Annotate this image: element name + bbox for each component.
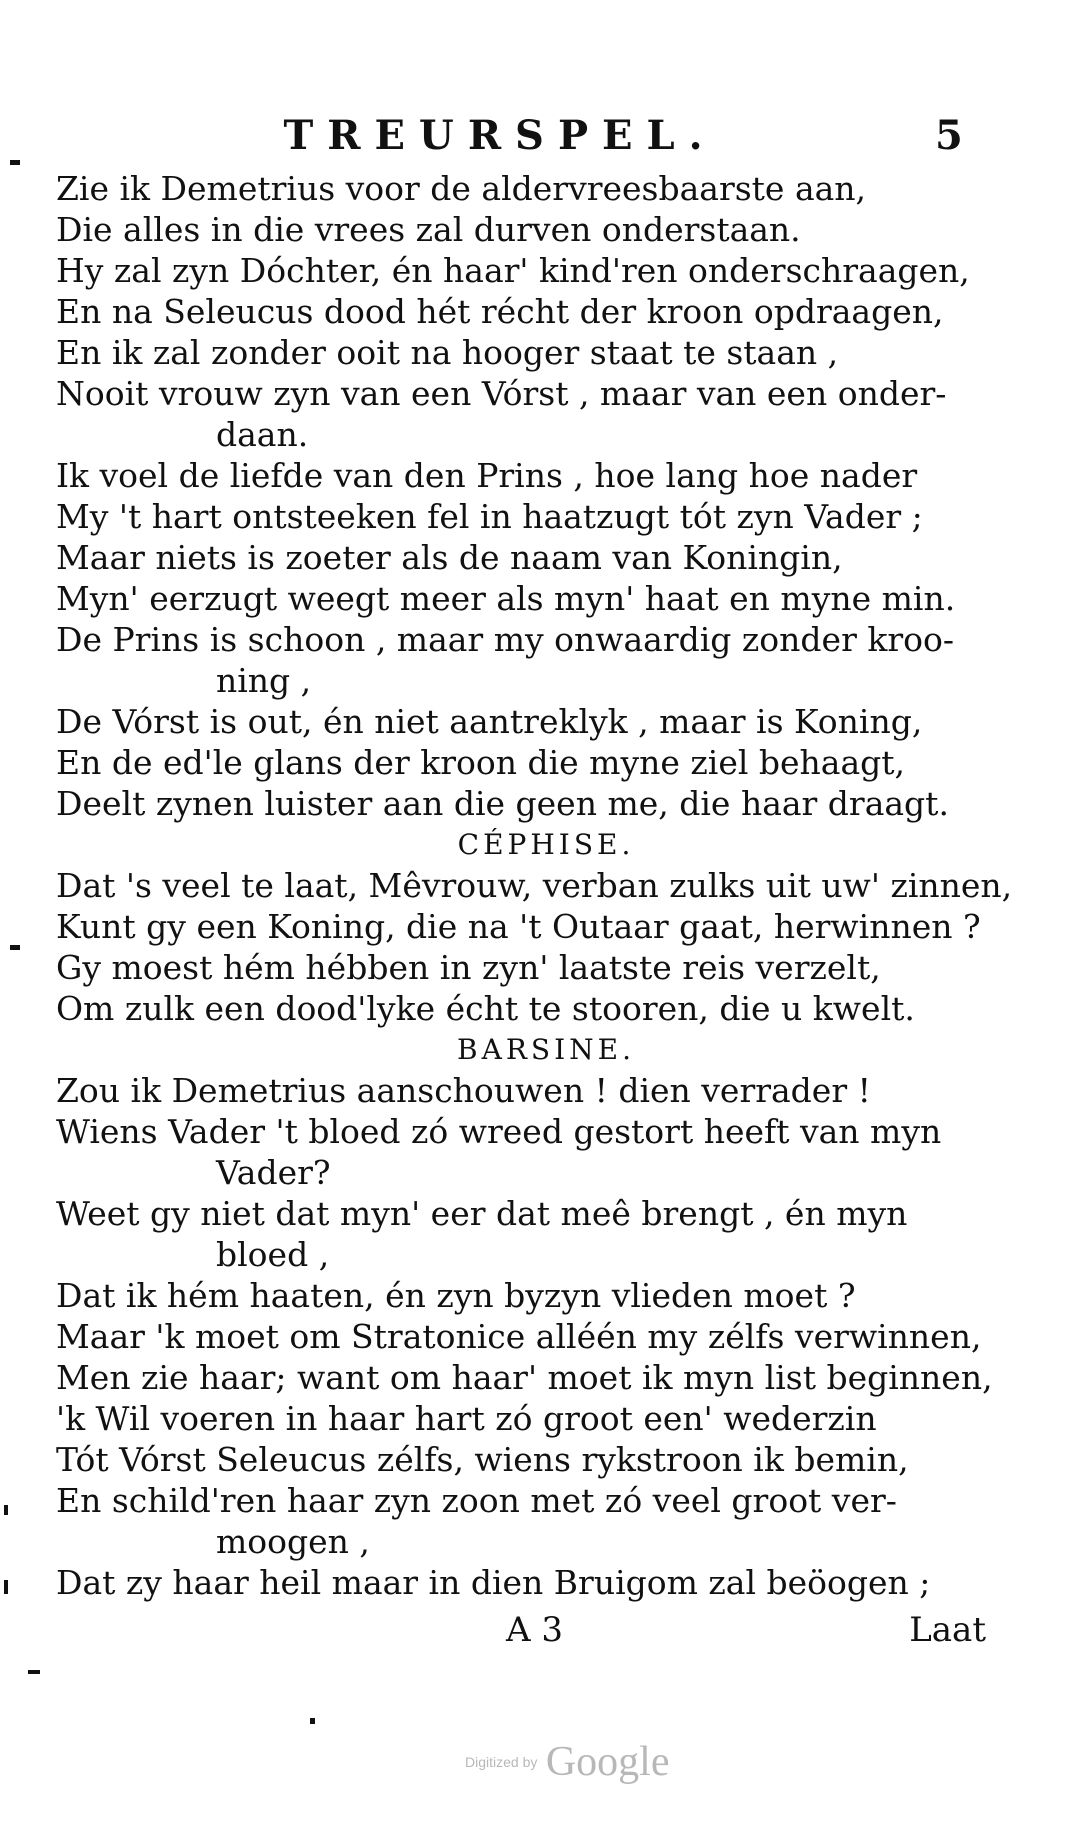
verse-line: bloed ,	[216, 1235, 330, 1274]
google-logo: Google	[545, 1739, 670, 1785]
verse-line: Deelt zynen luister aan die geen me, die haar draagt.	[56, 784, 949, 823]
catchword: Laat	[909, 1610, 986, 1650]
verse-line: Dat 's veel te laat, Mêvrouw, verban zulks uit uw' zinnen,	[56, 866, 1013, 905]
verse-line: En na Seleucus dood hét récht der kroon opdraagen,	[56, 292, 944, 331]
verse-line: Gy moest hém hébben in zyn' laatste reis verzelt,	[56, 948, 881, 987]
verse-line: Maar 'k moet om Stratonice alléén my zélfs verwinnen,	[56, 1317, 982, 1356]
verse-line: Ik voel de liefde van den Prins , hoe lang hoe nader	[56, 456, 918, 495]
scan-speck	[310, 1718, 315, 1724]
verse-line: Tót Vórst Seleucus zélfs, wiens rykstroon ik bemin,	[56, 1440, 909, 1479]
verse-line: Nooit vrouw zyn van een Vórst , maar van een onder-	[56, 374, 947, 413]
scan-speck	[10, 945, 20, 950]
page-footer	[56, 1610, 986, 1654]
verse-line: Men zie haar; want om haar' moet ik myn list beginnen,	[56, 1358, 993, 1397]
digitized-watermark	[465, 1738, 669, 1786]
verse-line: Myn' eerzugt weegt meer als myn' haat en myne min.	[56, 579, 956, 618]
verse-line: Zie ik Demetrius voor de aldervreesbaarste aan,	[56, 169, 867, 208]
watermark-prefix: Digitized by	[465, 1754, 538, 1770]
verse-line: Zou ik Demetrius aanschouwen ! dien verrader !	[56, 1071, 871, 1110]
verse-text	[56, 168, 1013, 1603]
verse-line: moogen ,	[216, 1522, 370, 1561]
signature-mark: A 3	[506, 1610, 563, 1650]
verse-line: daan.	[216, 415, 309, 454]
speaker-name: CÉPHISE.	[457, 828, 635, 861]
verse-line: Hy zal zyn Dóchter, én haar' kind'ren onderschraagen,	[56, 251, 970, 290]
verse-line: Wiens Vader 't bloed zó wreed gestort heeft van myn	[56, 1112, 942, 1151]
verse-line: Vader?	[216, 1153, 331, 1192]
verse-line: En schild'ren haar zyn zoon met zó veel groot ver-	[56, 1481, 897, 1520]
verse-line: ning ,	[216, 661, 312, 700]
speaker-name: BARSINE.	[457, 1033, 635, 1066]
verse-line: Kunt gy een Koning, die na 't Outaar gaat, herwinnen ?	[56, 907, 981, 946]
verse-line: Die alles in die vrees zal durven onderstaan.	[56, 210, 801, 249]
verse-line: En ik zal zonder ooit na hooger staat te staan ,	[56, 333, 839, 372]
running-title: TREURSPEL.	[283, 112, 717, 159]
verse-line: My 't hart ontsteeken fel in haatzugt tót zyn Vader ;	[56, 497, 923, 536]
verse-line: En de ed'le glans der kroon die myne ziel behaagt,	[56, 743, 906, 782]
verse-line: De Prins is schoon , maar my onwaardig zonder kroo-	[56, 620, 954, 659]
verse-line: Om zulk een dood'lyke écht te stooren, die u kwelt.	[56, 989, 915, 1028]
verse-line: Dat ik hém haaten, én zyn byzyn vlieden moet ?	[56, 1276, 856, 1315]
verse-line: 'k Wil voeren in haar hart zó groot een' wederzin	[56, 1399, 877, 1438]
scan-speck	[4, 1580, 8, 1594]
verse-line: Maar niets is zoeter als de naam van Koningin,	[56, 538, 843, 577]
verse-line: Dat zy haar heil maar in dien Bruigom zal beöogen ;	[56, 1563, 931, 1602]
scan-speck	[28, 1670, 40, 1674]
verse-line: Weet gy niet dat myn' eer dat meê brengt , én myn	[56, 1194, 908, 1233]
verse-line: De Vórst is out, én niet aantreklyk , maar is Koning,	[56, 702, 923, 741]
scan-speck	[10, 160, 20, 165]
page-number: 5	[935, 112, 963, 159]
scan-speck	[4, 1505, 8, 1515]
